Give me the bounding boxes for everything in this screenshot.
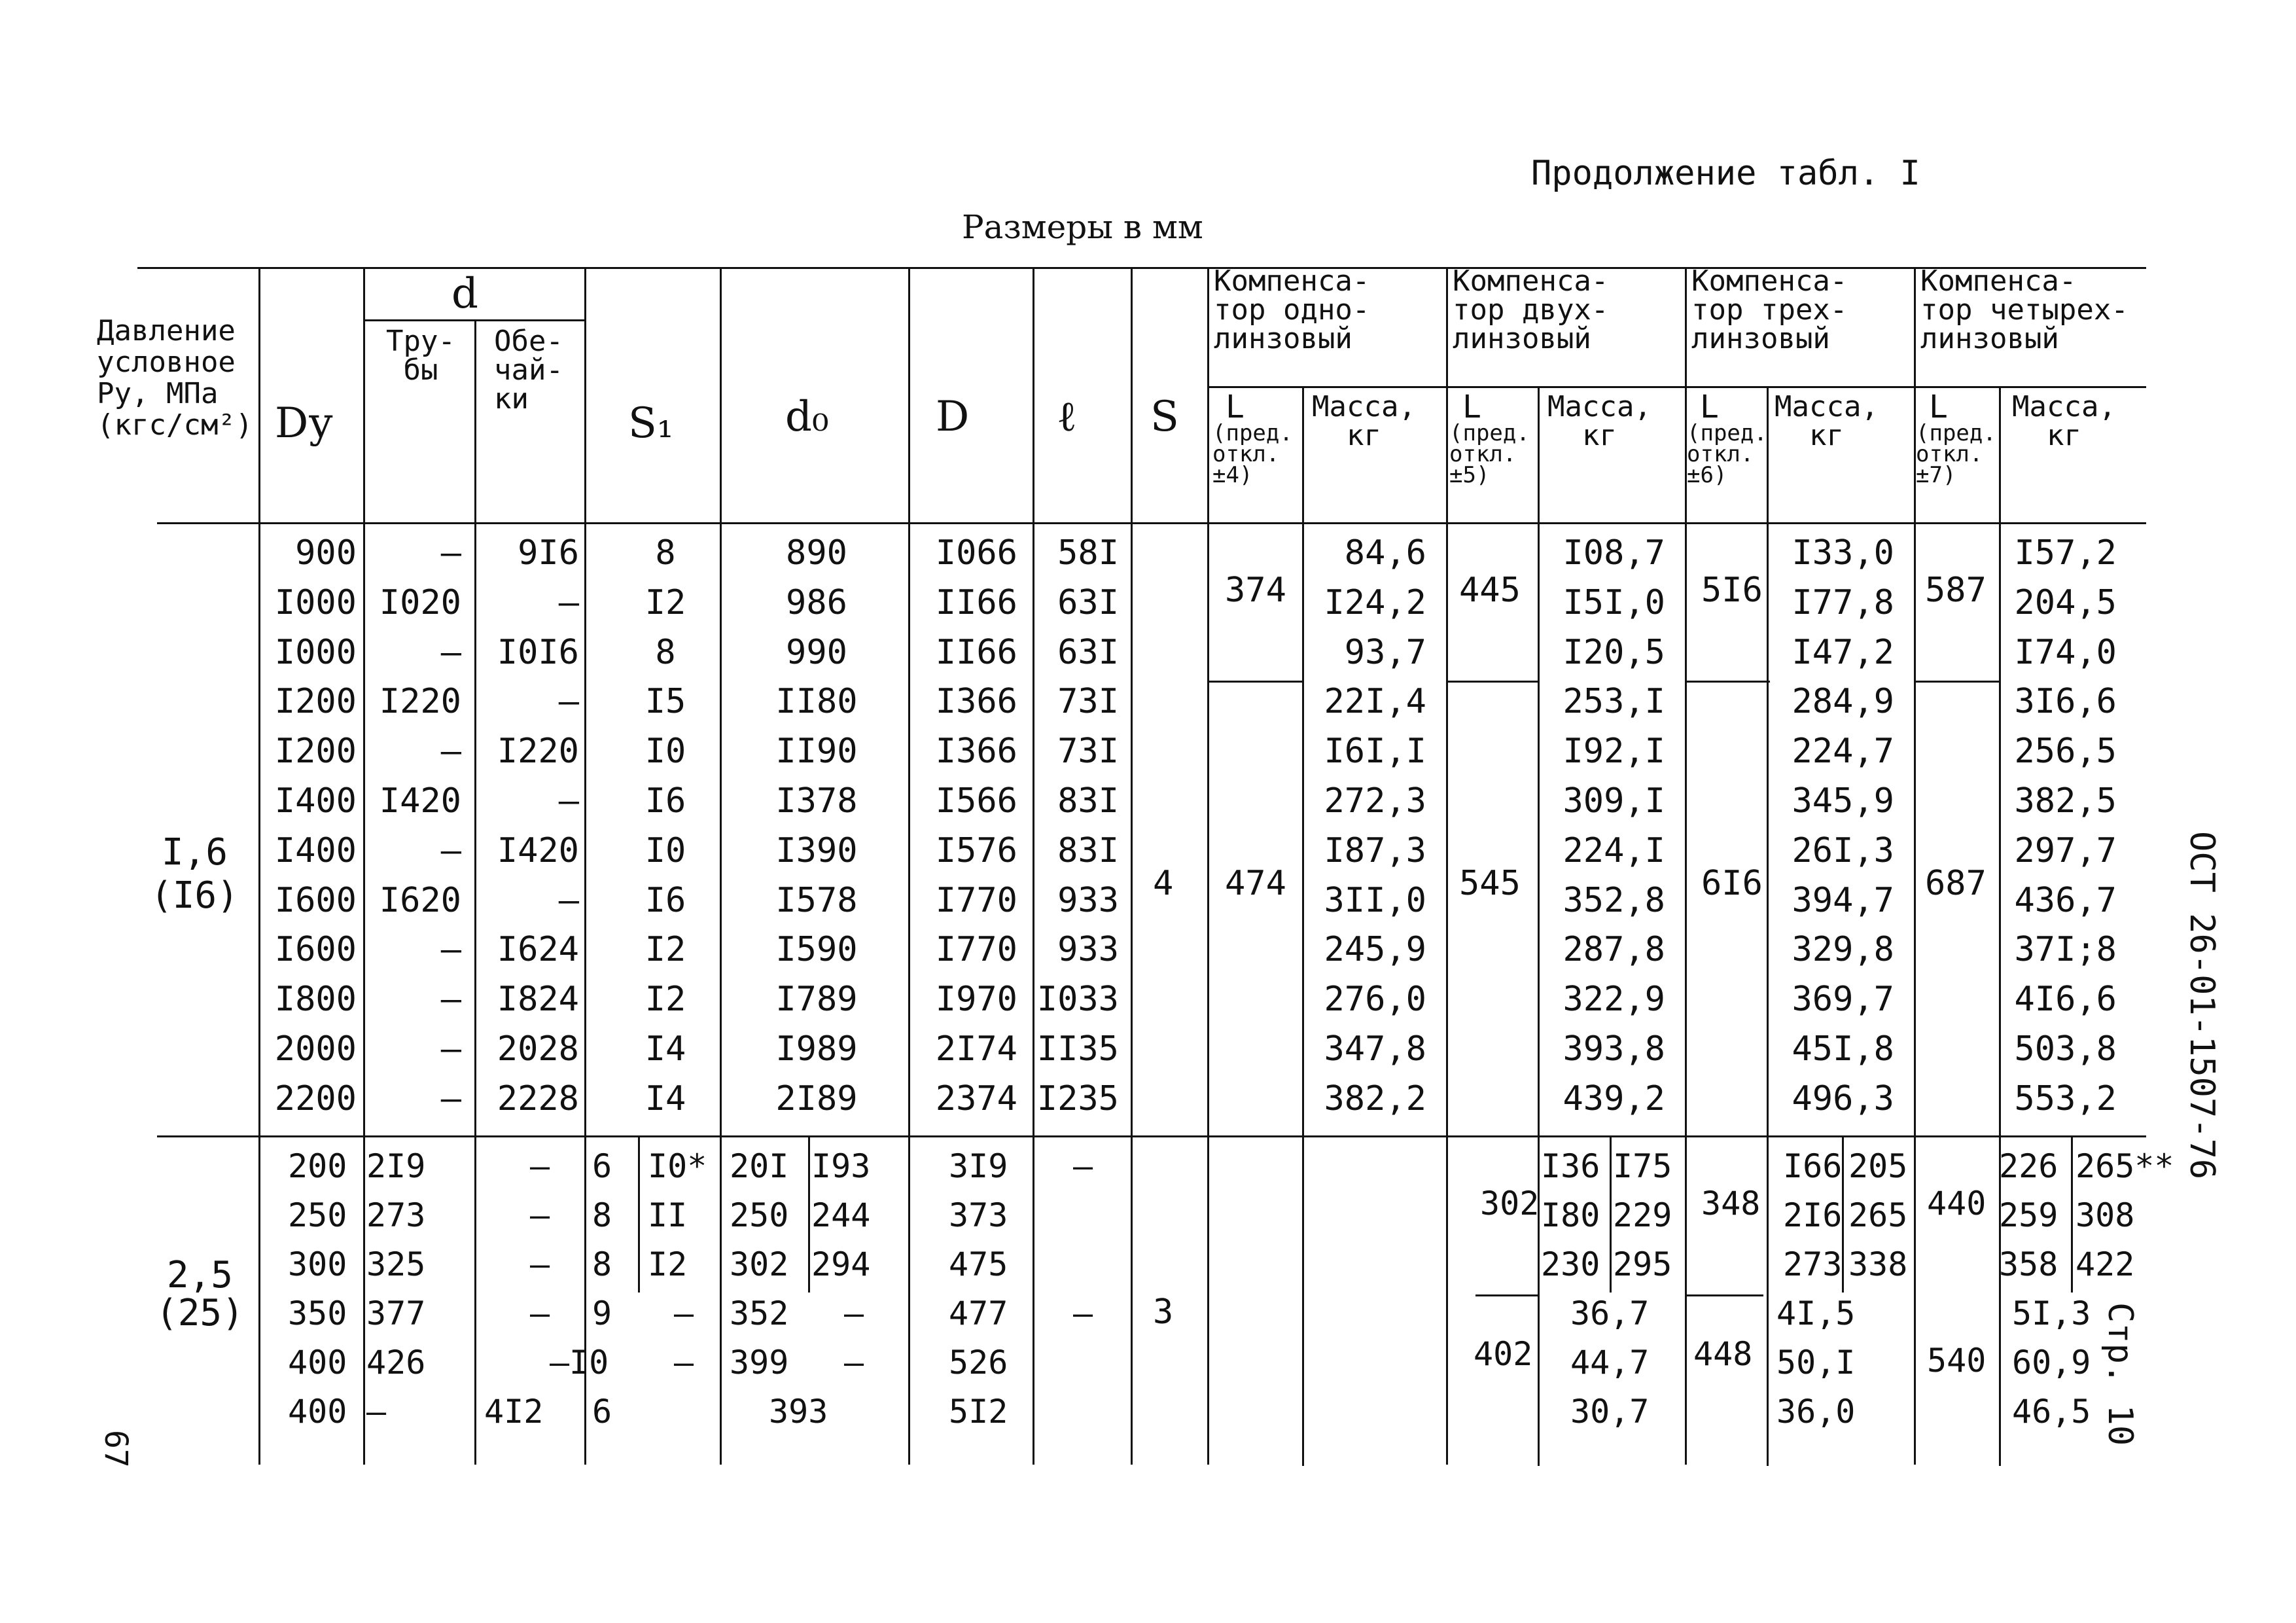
L3-split-line — [1685, 681, 1770, 683]
continuation-label: Продолжение табл. I — [1531, 154, 1920, 193]
group1-cell: I066 — [935, 533, 1017, 573]
group2-cell: 2I9 — [366, 1147, 426, 1185]
group2-cell: 6 — [592, 1393, 612, 1431]
group2-cell: – — [674, 1344, 694, 1382]
group1-cell: 439,2 — [1563, 1079, 1665, 1118]
group2-cell: – — [530, 1196, 550, 1234]
group1-cell: 322,9 — [1563, 980, 1665, 1019]
group2-cell: 4I2 — [484, 1393, 544, 1431]
group1-cell: I6 — [645, 781, 686, 821]
group2-cell: 200 — [288, 1147, 347, 1185]
group2-cell: 265 — [1848, 1196, 1908, 1234]
group2-cell: I80 — [1541, 1196, 1600, 1234]
group1-cell: I0 — [645, 732, 686, 771]
group1-cell: 2374 — [935, 1079, 1017, 1118]
group2-cell: 9 — [592, 1294, 612, 1332]
group2-cell: 226 — [1999, 1147, 2058, 1185]
group2-cell: 50,I — [1776, 1344, 1856, 1382]
col-line-s — [1131, 267, 1133, 1465]
L3-top: 5I6 — [1701, 571, 1763, 610]
group2-cell: 358 — [1999, 1245, 2058, 1283]
group1-cell: – — [558, 881, 579, 920]
group2-cell: 30,7 — [1570, 1393, 1650, 1431]
group2-cell: – — [844, 1294, 864, 1332]
group1-cell: 990 — [786, 633, 847, 672]
group2-cell: 46,5 — [2012, 1393, 2091, 1431]
group1-cell: 2200 — [274, 1079, 357, 1118]
group1-cell: 394,7 — [1792, 881, 1894, 920]
group1-cell: – — [440, 930, 461, 969]
L2-bottom: 545 — [1459, 864, 1521, 903]
group1-cell: 2000 — [274, 1029, 357, 1069]
group2-cell: 295 — [1613, 1245, 1672, 1283]
group1-cell: 345,9 — [1792, 781, 1894, 821]
group1-cell: – — [558, 781, 579, 821]
group1-cell: I220 — [497, 732, 579, 771]
group2-cell: 300 — [288, 1245, 347, 1283]
group1-cell: – — [558, 583, 579, 622]
group1-cell: I590 — [775, 930, 858, 969]
group1-cell: – — [440, 980, 461, 1019]
group2-cell: 250 — [288, 1196, 347, 1234]
group1-cell: – — [440, 1079, 461, 1118]
group1-cell: 933 — [1057, 881, 1119, 920]
group1-cell: I2 — [645, 930, 686, 969]
group2-cell: 60,9 — [2012, 1344, 2091, 1382]
L1-top: 374 — [1225, 571, 1286, 610]
group1-cell: 37I;8 — [2014, 930, 2117, 969]
L4-bottom: 687 — [1925, 864, 1987, 903]
group2-cell: – — [550, 1344, 570, 1382]
group2-cell: – — [1073, 1147, 1093, 1185]
mass4-header: Масса, кг — [2012, 390, 2116, 452]
group2-cell: 265** — [2075, 1147, 2174, 1185]
group2-cell: 250 — [730, 1196, 789, 1234]
group2-cell: 36,0 — [1776, 1393, 1856, 1431]
group1-cell: I576 — [935, 831, 1017, 870]
group1-cell: – — [440, 633, 461, 672]
group1-cell: 3II,0 — [1324, 881, 1426, 920]
group1-cell: 890 — [786, 533, 847, 573]
group1-cell: II66 — [935, 583, 1017, 622]
group1-cell: I4 — [645, 1029, 686, 1069]
col-line-s1-split — [638, 1135, 640, 1293]
d-shell-header: Обе- чай- ки — [494, 325, 563, 416]
group1-cell: 83I — [1057, 831, 1119, 870]
l-header: ℓ — [1057, 393, 1077, 441]
group2-cell: 393 — [769, 1393, 828, 1431]
group2-cell: – — [530, 1245, 550, 1283]
group1-cell: I200 — [274, 682, 357, 721]
pressure-header: Давление условное Pу, МПа (кгс/см²) — [97, 314, 253, 442]
group1-cell: I770 — [935, 930, 1017, 969]
group1-cell: I4 — [645, 1079, 686, 1118]
L3-single-value: 448 — [1693, 1335, 1753, 1373]
group2-cell: 426 — [366, 1344, 426, 1382]
group1-cell: I5I,0 — [1563, 583, 1665, 622]
group1-cell: I400 — [274, 781, 357, 821]
comp2-header: Компенса- тор двух- линзовый — [1453, 264, 1609, 355]
group2-cell: 373 — [949, 1196, 1008, 1234]
group2-cell: 273 — [1783, 1245, 1843, 1283]
group2-cell: 20I — [730, 1147, 789, 1185]
L1-split-line — [1207, 681, 1302, 683]
group1-cell: I5 — [645, 682, 686, 721]
group2-cell: 308 — [2075, 1196, 2135, 1234]
group1-cell: II35 — [1036, 1029, 1119, 1069]
col-line-comp2 — [1446, 267, 1448, 1465]
comp4-header: Компенса- тор четырех- линзовый — [1920, 264, 2128, 355]
L1-header: L (пред. откл. ±4) — [1212, 389, 1293, 488]
group1-cell: 245,9 — [1324, 930, 1426, 969]
group1-cell: 309,I — [1563, 781, 1665, 821]
group1-cell: I200 — [274, 732, 357, 771]
L2-top: 445 — [1459, 571, 1521, 610]
group1-cell: I420 — [497, 831, 579, 870]
group1-cell: 272,3 — [1324, 781, 1426, 821]
group1-cell: I624 — [497, 930, 579, 969]
group1-cell: 986 — [786, 583, 847, 622]
group2-cell: 205 — [1848, 1147, 1908, 1185]
group2-cell: 352 — [730, 1294, 789, 1332]
L2-single-value: 402 — [1474, 1335, 1533, 1373]
group2-cell: 229 — [1613, 1196, 1672, 1234]
dy-header: Dу — [275, 399, 333, 448]
s1-header: S₁ — [628, 399, 674, 448]
group1-cell: I033 — [1036, 980, 1119, 1019]
group2-cell: I93 — [811, 1147, 871, 1185]
mass1-header: Масса, кг — [1312, 390, 1416, 452]
group1-cell: 933 — [1057, 930, 1119, 969]
group1-cell: 63I — [1057, 583, 1119, 622]
group1-cell: I800 — [274, 980, 357, 1019]
group2-cell: 230 — [1541, 1245, 1600, 1283]
group1-cell: I620 — [379, 881, 461, 920]
group2-cell: 8 — [592, 1245, 612, 1283]
group2-cell: – — [530, 1294, 550, 1332]
group1-cell: 4I6,6 — [2014, 980, 2117, 1019]
group1-cell: 503,8 — [2014, 1029, 2117, 1069]
group2-pressure: 2,5 (25) — [156, 1254, 244, 1334]
header-bottom-line — [157, 522, 2146, 524]
group1-cell: – — [440, 1029, 461, 1069]
group1-cell: I000 — [274, 633, 357, 672]
group1-cell: I824 — [497, 980, 579, 1019]
group2-cell: – — [366, 1393, 387, 1431]
group1-cell: 93,7 — [1344, 633, 1426, 672]
d-header: d — [451, 270, 478, 318]
group1-cell: I220 — [379, 682, 461, 721]
group1-cell: 224,7 — [1792, 732, 1894, 771]
group1-cell: 256,5 — [2014, 732, 2117, 771]
group1-cell: – — [440, 533, 461, 573]
L3-split-value: 348 — [1701, 1185, 1761, 1222]
units-label: Размеры в мм — [962, 208, 1203, 246]
group2-cell: 302 — [730, 1245, 789, 1283]
group1-cell: 83I — [1057, 781, 1119, 821]
group1-cell: 26I,3 — [1792, 831, 1894, 870]
group1-cell: II90 — [775, 732, 858, 771]
group1-cell: 284,9 — [1792, 682, 1894, 721]
group2-cell: 44,7 — [1570, 1344, 1650, 1382]
col-line-s1 — [584, 267, 586, 1465]
col-line-comp3-split — [1842, 1135, 1844, 1293]
comp-subheader-line — [1207, 386, 2146, 388]
group1-cell: I6I,I — [1324, 732, 1426, 771]
L4-split-value: 440 — [1927, 1185, 1987, 1222]
s-header: S — [1150, 393, 1179, 441]
group2-cell: 8 — [592, 1196, 612, 1234]
group2-cell: 400 — [288, 1344, 347, 1382]
group2-cell: 399 — [730, 1344, 789, 1382]
group2-cell: I66 — [1783, 1147, 1843, 1185]
group2-cell: 244 — [811, 1196, 871, 1234]
sheet-page-label: Стр. 10 — [2100, 1302, 2140, 1446]
group1-cell: 2I74 — [935, 1029, 1017, 1069]
group1-cell: I57,2 — [2014, 533, 2117, 573]
group1-cell: I6 — [645, 881, 686, 920]
L3-bottom: 6I6 — [1701, 864, 1763, 903]
group1-cell: I92,I — [1563, 732, 1665, 771]
group1-cell: 22I,4 — [1324, 682, 1426, 721]
group1-cell: I2 — [645, 583, 686, 622]
group2-cell: – — [844, 1344, 864, 1382]
group1-cell: 204,5 — [2014, 583, 2117, 622]
group1-cell: 352,8 — [1563, 881, 1665, 920]
group1-cell: I000 — [274, 583, 357, 622]
group1-cell: 369,7 — [1792, 980, 1894, 1019]
group1-cell: I235 — [1036, 1079, 1119, 1118]
group1-cell: I77,8 — [1792, 583, 1894, 622]
group1-cell: 297,7 — [2014, 831, 2117, 870]
group1-cell: I989 — [775, 1029, 858, 1069]
group1-cell: I566 — [935, 781, 1017, 821]
group1-cell: I366 — [935, 732, 1017, 771]
L4-header: L (пред. откл. ±7) — [1916, 389, 1996, 488]
group1-cell: 329,8 — [1792, 930, 1894, 969]
group1-cell: 2228 — [497, 1079, 579, 1118]
group1-cell: I20,5 — [1563, 633, 1665, 672]
page-number: 67 — [97, 1430, 134, 1468]
group2-cell: 5I2 — [949, 1393, 1008, 1431]
group1-cell: 8 — [655, 533, 676, 573]
group1-cell: 8 — [655, 633, 676, 672]
group1-cell: I600 — [274, 881, 357, 920]
group1-cell: I970 — [935, 980, 1017, 1019]
group1-cell: II80 — [775, 682, 858, 721]
group1-cell: I378 — [775, 781, 858, 821]
group1-cell: – — [440, 732, 461, 771]
L2-split-line — [1446, 681, 1538, 683]
group1-cell: I74,0 — [2014, 633, 2117, 672]
group1-pressure: I,6 (I6) — [150, 831, 239, 917]
group1-cell: I0I6 — [497, 633, 579, 672]
group1-cell: 287,8 — [1563, 930, 1665, 969]
group1-cell: 347,8 — [1324, 1029, 1426, 1069]
D-header: D — [936, 393, 970, 441]
group1-cell: I789 — [775, 980, 858, 1019]
group1-cell: I87,3 — [1324, 831, 1426, 870]
mass3-header: Масса, кг — [1775, 390, 1879, 452]
group1-cell: 900 — [295, 533, 357, 573]
group2-cell: 6 — [592, 1147, 612, 1185]
group1-cell: I33,0 — [1792, 533, 1894, 573]
mass2-header: Масса, кг — [1547, 390, 1651, 452]
L1-bottom: 474 — [1225, 864, 1286, 903]
group2-cell: 400 — [288, 1393, 347, 1431]
comp3-header: Компенса- тор трех- линзовый — [1691, 264, 1848, 355]
document-code: ОСТ 26-01-1507-76 — [2182, 831, 2221, 1180]
group2-cell: 273 — [366, 1196, 426, 1234]
group1-cell: 45I,8 — [1792, 1029, 1894, 1069]
group1-cell: 58I — [1057, 533, 1119, 573]
group1-cell: 553,2 — [2014, 1079, 2117, 1118]
col-line-d0-split — [808, 1135, 810, 1293]
group1-cell: 2028 — [497, 1029, 579, 1069]
L2-lower-split — [1475, 1294, 1538, 1296]
group2-cell: 475 — [949, 1245, 1008, 1283]
group1-cell: I24,2 — [1324, 583, 1426, 622]
group2-cell: 294 — [811, 1245, 871, 1283]
group2-cell: 477 — [949, 1294, 1008, 1332]
group2-cell: II — [648, 1196, 688, 1234]
group1-s: 4 — [1153, 864, 1174, 903]
group1-cell: II66 — [935, 633, 1017, 672]
group2-cell: 4I,5 — [1776, 1294, 1856, 1332]
group2-cell: I0* — [648, 1147, 707, 1185]
col-line-comp1 — [1207, 267, 1209, 1465]
group-divider-line — [157, 1135, 2146, 1137]
L4-top: 587 — [1925, 571, 1987, 610]
group1-cell: 73I — [1057, 732, 1119, 771]
group2-cell: 338 — [1848, 1245, 1908, 1283]
group2-cell: 36,7 — [1570, 1294, 1650, 1332]
group1-cell: 73I — [1057, 682, 1119, 721]
group2-cell: 526 — [949, 1344, 1008, 1382]
group1-cell: I770 — [935, 881, 1017, 920]
L2-header: L (пред. откл. ±5) — [1449, 389, 1530, 488]
group2-cell: 325 — [366, 1245, 426, 1283]
group2-cell: I0 — [569, 1344, 609, 1382]
group2-s: 3 — [1153, 1293, 1174, 1332]
group2-cell: 377 — [366, 1294, 426, 1332]
group1-cell: 436,7 — [2014, 881, 2117, 920]
group2-cell: 259 — [1999, 1196, 2058, 1234]
group2-cell: 2I6 — [1783, 1196, 1843, 1234]
group2-cell: – — [1073, 1294, 1093, 1332]
group1-cell: 382,5 — [2014, 781, 2117, 821]
group1-cell: 3I6,6 — [2014, 682, 2117, 721]
group1-cell: 253,I — [1563, 682, 1665, 721]
group1-cell: – — [440, 831, 461, 870]
group1-cell: 9I6 — [518, 533, 579, 573]
group1-cell: I08,7 — [1563, 533, 1665, 573]
col-line-comp2-split — [1610, 1135, 1612, 1293]
group2-cell: 350 — [288, 1294, 347, 1332]
group1-cell: 276,0 — [1324, 980, 1426, 1019]
group2-cell: I2 — [648, 1245, 688, 1283]
group2-cell: 3I9 — [949, 1147, 1008, 1185]
group1-cell: I390 — [775, 831, 858, 870]
group2-cell: – — [530, 1147, 550, 1185]
group1-cell: 63I — [1057, 633, 1119, 672]
group1-cell: I2 — [645, 980, 686, 1019]
group2-cell: 5I,3 — [2012, 1294, 2091, 1332]
group1-cell: I0 — [645, 831, 686, 870]
group1-cell: 224,I — [1563, 831, 1665, 870]
group2-cell: I36 — [1541, 1147, 1600, 1185]
group1-cell: – — [558, 682, 579, 721]
group1-cell: I578 — [775, 881, 858, 920]
group1-cell: I020 — [379, 583, 461, 622]
d0-header: d₀ — [785, 393, 829, 441]
L4-single-value: 540 — [1927, 1342, 1987, 1380]
group1-cell: 2I89 — [775, 1079, 858, 1118]
group1-cell: 84,6 — [1344, 533, 1426, 573]
group1-cell: I47,2 — [1792, 633, 1894, 672]
d-pipe-header: Тру- бы — [386, 325, 455, 387]
group1-cell: 382,2 — [1324, 1079, 1426, 1118]
L3-header: L (пред. откл. ±6) — [1687, 389, 1767, 488]
L2-split-value: 302 — [1480, 1185, 1540, 1222]
L3-lower-split — [1685, 1294, 1763, 1296]
group1-cell: I366 — [935, 682, 1017, 721]
group2-cell: I75 — [1613, 1147, 1672, 1185]
col-line-comp4-split — [2071, 1135, 2073, 1293]
group1-cell: I400 — [274, 831, 357, 870]
group1-cell: 496,3 — [1792, 1079, 1894, 1118]
group2-cell: 422 — [2075, 1245, 2135, 1283]
group1-cell: I420 — [379, 781, 461, 821]
group1-cell: I600 — [274, 930, 357, 969]
group2-cell: – — [674, 1294, 694, 1332]
group1-cell: 393,8 — [1563, 1029, 1665, 1069]
comp1-header: Компенса- тор одно- линзовый — [1214, 264, 1370, 355]
